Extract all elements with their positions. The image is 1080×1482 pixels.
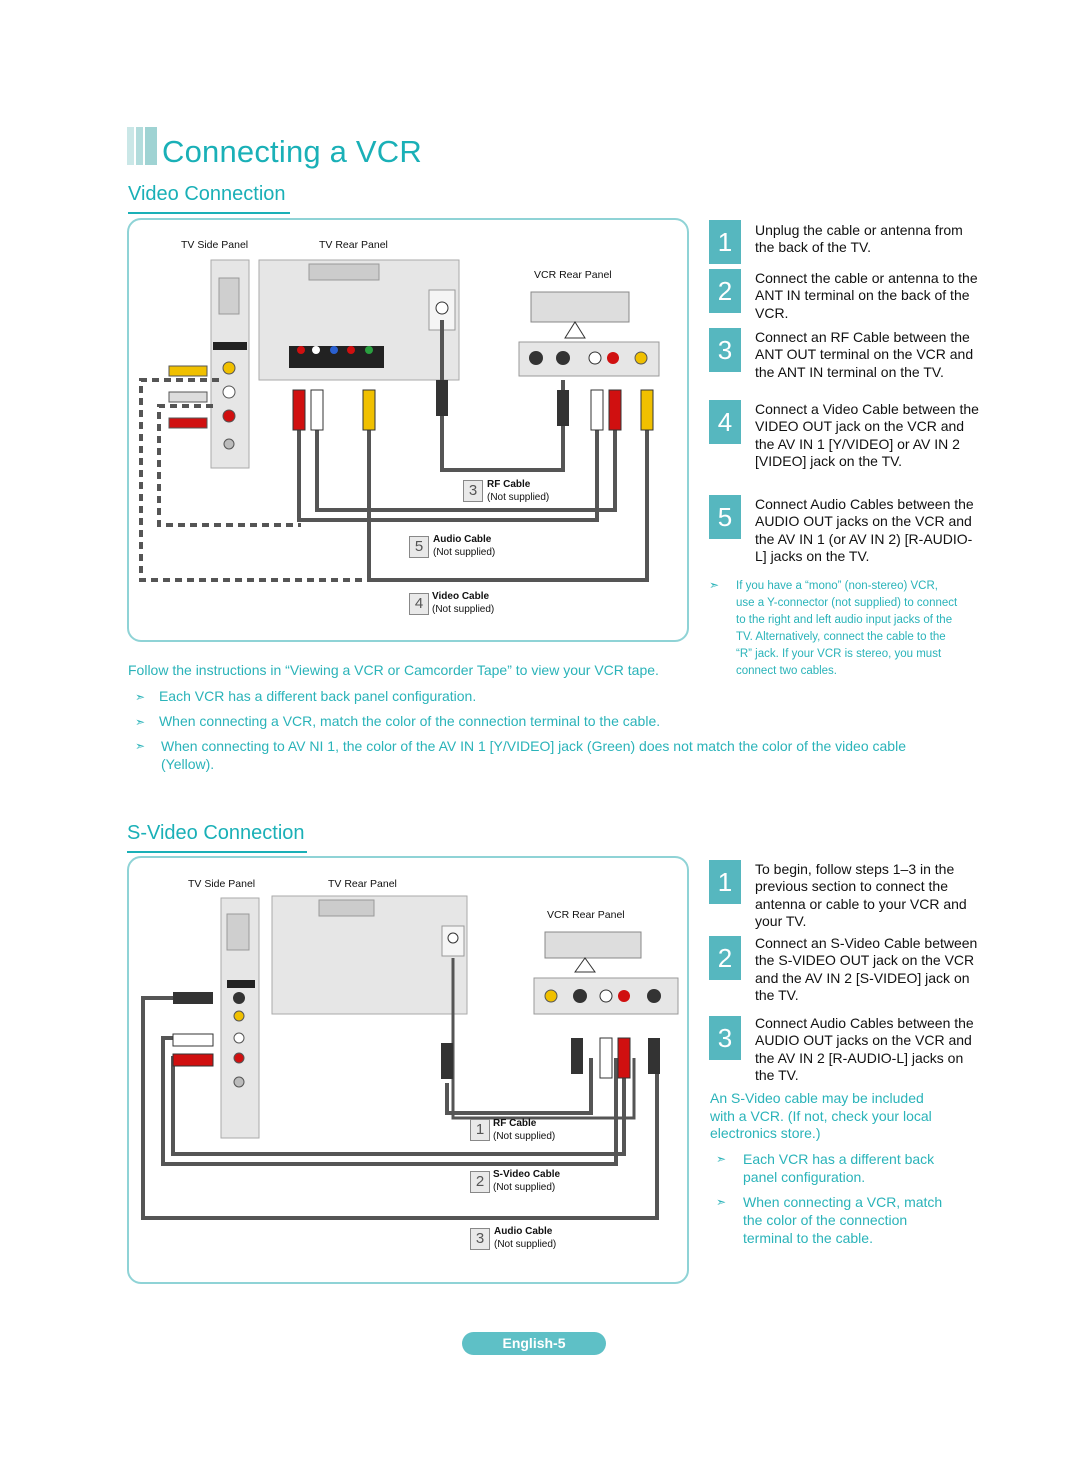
arrow-note-icon: ➣ — [716, 1195, 727, 1209]
arrow-note-icon: ➣ — [716, 1152, 727, 1166]
svideo-cable-number: 2 — [470, 1171, 490, 1193]
svideo-connection-title: S-Video Connection — [127, 822, 307, 853]
video-connection-title: Video Connection — [128, 183, 290, 214]
tv-side-panel-label: TV Side Panel — [181, 239, 249, 251]
rf-cable-number: 3 — [463, 480, 483, 502]
tv-side-panel-label: TV Side Panel — [188, 878, 256, 890]
tv-rear-panel-label: TV Rear Panel — [328, 878, 397, 890]
video-note-3: ➣ When connecting to AV NI 1, the color of the AV IN 1 [Y/VIDEO] jack (Green) does not match the color of the video cable (Yellow). — [135, 738, 906, 772]
video-connection-diagram — [127, 218, 689, 642]
svideo-note-1: ➣ Each VCR has a different back panel configuration. — [716, 1151, 935, 1185]
arrow-note-icon: ➣ — [135, 690, 146, 704]
vcr-graphic — [545, 932, 641, 958]
svideo-cable-label: S-Video Cable (Not supplied) — [493, 1169, 561, 1193]
audio-cable-line-r — [299, 430, 597, 520]
video-diagram-svg — [129, 220, 687, 640]
audio-cable-number: 5 — [409, 536, 429, 558]
audio-cable-label: Audio Cable (Not supplied) — [433, 534, 496, 558]
video-steps: 1 Unplug the cable or antenna from the back of the TV. 2 Connect the cable or antenna to the ANT IN terminal on the back of the VCR. 3 Connect an RF Cable between the ANT OUT terminal on the VCR and the ANT IN terminal on the TV. 4 Connect a Video Cable between the VIDEO OUT jack on the VCR and the AV IN 1 [Y/VIDEO] or AV IN 2 [VIDEO] jack on the TV. 5 Connect Audio Cables between the AUDIO OUT jacks on the VCR and the AV IN 1 (or AV IN 2) [R-AUDIO-L] jacks on the TV. — [709, 218, 979, 588]
video-note-2: ➣ When connecting a VCR, match the color of the connection terminal to the cable. — [135, 713, 661, 729]
svideo-cable-line — [143, 998, 657, 1218]
audio-cable-number: 3 — [470, 1228, 490, 1250]
rf-cable-number: 1 — [470, 1119, 490, 1141]
video-note-1: ➣ Each VCR has a different back panel configuration. — [135, 688, 477, 704]
audio-cable-label: Audio Cable (Not supplied) — [494, 1226, 557, 1250]
svideo-diagram-svg — [129, 858, 687, 1282]
svideo-note-2: ➣ When connecting a VCR, match the color of the connection terminal to the cable. — [716, 1194, 943, 1246]
page-title: Connecting a VCR — [162, 134, 422, 169]
rf-cable-line — [447, 1058, 591, 1113]
mono-vcr-note: ➣ If you have a “mono” (non-stereo) VCR, use a Y-connector (not supplied) to connect to the right and left audio input jacks of the TV. Alternatively, connect the cable to the “R” jack. If your VCR is stereo, you must connect two cables. — [709, 578, 958, 677]
arrow-note-icon: ➣ — [709, 578, 720, 592]
rf-cable-label: RF Cable (Not supplied) — [487, 479, 550, 503]
follow-instructions-text: Follow the instructions in “Viewing a VCR or Camcorder Tape” to view your VCR tape. — [128, 662, 659, 678]
vcr-rear-panel-label: VCR Rear Panel — [534, 269, 612, 281]
page-number-badge: English-5 — [462, 1332, 606, 1355]
svideo-steps: 1 To begin, follow steps 1–3 in the previous section to connect the antenna or cable to your VCR and your TV. 2 Connect an S-Video Cable between the S-VIDEO OUT jack on the VCR and the AV IN 2 [S-VIDEO] jack on the TV. 3 Connect Audio Cables between the AUDIO OUT jacks on the VCR and the AV IN 2 [R-AUDIO-L] jacks on the TV. — [709, 858, 979, 1088]
arrow-note-icon: ➣ — [135, 739, 146, 753]
video-cable-number: 4 — [409, 593, 429, 615]
rf-cable-label: RF Cable (Not supplied) — [493, 1118, 556, 1142]
title-decoration — [127, 127, 157, 165]
vcr-rear-panel-label: VCR Rear Panel — [547, 909, 625, 921]
svideo-info-note: An S-Video cable may be included with a VCR. (If not, check your local electronics store.) — [710, 1090, 932, 1141]
arrow-note-icon: ➣ — [135, 715, 146, 729]
svideo-connection-diagram — [127, 856, 689, 1284]
video-cable-label: Video Cable (Not supplied) — [432, 591, 495, 615]
vcr-graphic — [531, 292, 629, 322]
tv-rear-panel-label: TV Rear Panel — [319, 239, 388, 251]
